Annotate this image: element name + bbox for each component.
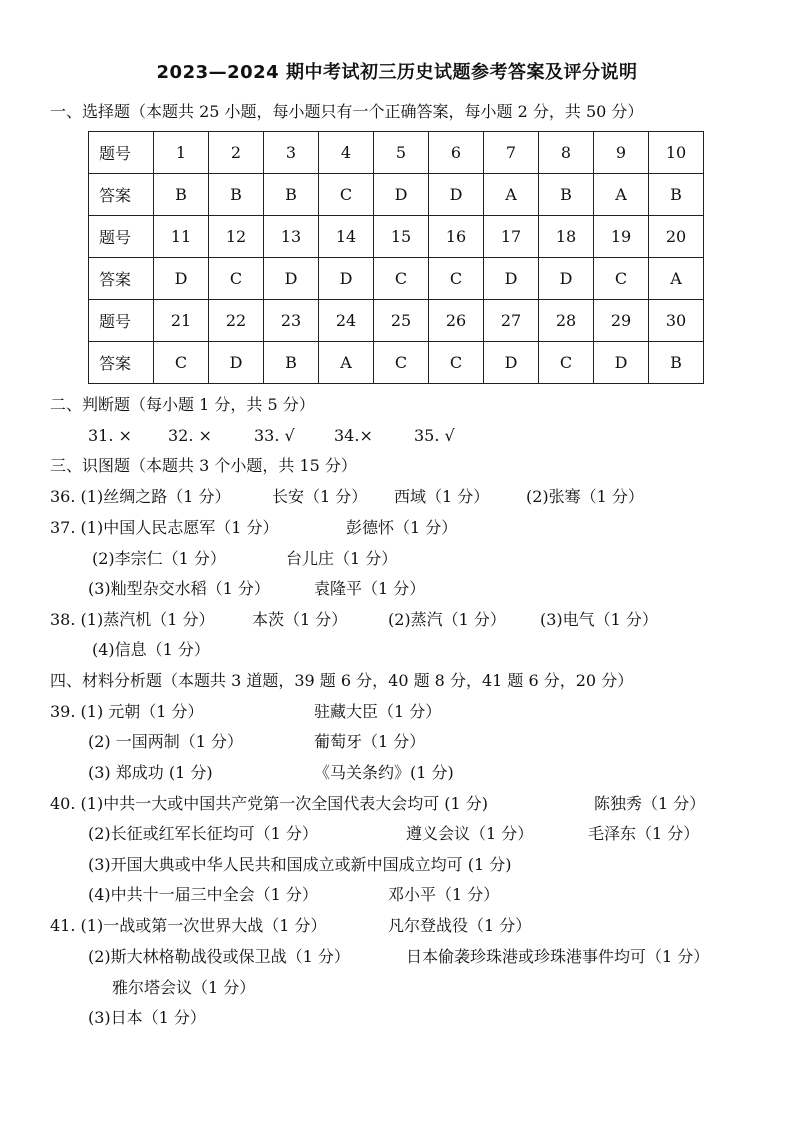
q36-part4: (2)张骞（1 分） <box>526 487 644 506</box>
q39-part2: 驻藏大臣（1 分） <box>314 702 442 721</box>
q36-part1: 36. (1)丝绸之路（1 分） <box>50 487 231 506</box>
section2-heading: 二、判断题（每小题 1 分，共 5 分） <box>50 395 315 414</box>
table-row <box>89 258 704 300</box>
table-cell: D <box>484 258 539 300</box>
q39-line3 <box>88 763 454 783</box>
table-cell: B <box>264 174 319 216</box>
table-cell: 21 <box>154 300 209 342</box>
q37-line1 <box>50 518 457 538</box>
q40-part5: 毛泽东（1 分） <box>588 824 700 843</box>
q40-part2: 陈独秀（1 分） <box>594 794 706 813</box>
q41-line3: 雅尔塔会议（1 分） <box>112 978 256 997</box>
table-cell: 30 <box>649 300 704 342</box>
table-cell: B <box>649 174 704 216</box>
q40-part7: 邓小平（1 分） <box>388 885 500 904</box>
q40-part4: 遵义会议（1 分） <box>406 824 534 843</box>
table-cell: D <box>429 174 484 216</box>
q37-part4: 台儿庄（1 分） <box>286 549 398 568</box>
q38-line1 <box>50 610 658 630</box>
table-cell: 16 <box>429 216 484 258</box>
table-cell: 24 <box>319 300 374 342</box>
table-cell: 28 <box>539 300 594 342</box>
table-row-label: 题号 <box>89 132 154 174</box>
judgment-answers <box>88 426 455 446</box>
table-cell: C <box>429 342 484 384</box>
q38-part1: 38. (1)蒸汽机（1 分） <box>50 610 215 629</box>
table-cell: 27 <box>484 300 539 342</box>
table-cell: 25 <box>374 300 429 342</box>
q36-part3: 西域（1 分） <box>394 487 490 506</box>
table-cell: 12 <box>209 216 264 258</box>
q40-line2 <box>88 824 699 844</box>
q40-part1: 40. (1)中共一大或中国共产党第一次全国代表大会均可 (1 分) <box>50 794 489 813</box>
table-cell: C <box>154 342 209 384</box>
table-row <box>89 300 704 342</box>
table-cell: 20 <box>649 216 704 258</box>
q37-part3: (2)李宗仁（1 分） <box>92 549 226 568</box>
table-cell: D <box>594 342 649 384</box>
q37-part5: (3)籼型杂交水稻（1 分） <box>88 579 270 598</box>
table-cell: 8 <box>539 132 594 174</box>
table-row <box>89 342 704 384</box>
table-cell: B <box>264 342 319 384</box>
q41-part4: 日本偷袭珍珠港或珍珠港事件均可（1 分） <box>406 947 710 966</box>
table-row-label: 答案 <box>89 342 154 384</box>
q38-part2: 本茨（1 分） <box>252 610 348 629</box>
q41-line4: (3)日本（1 分） <box>88 1008 206 1027</box>
table-cell: D <box>209 342 264 384</box>
table-row-label: 答案 <box>89 174 154 216</box>
table-cell: 4 <box>319 132 374 174</box>
q39-part6: 《马关条约》(1 分) <box>314 763 454 782</box>
table-cell: 22 <box>209 300 264 342</box>
q36-part2: 长安（1 分） <box>272 487 368 506</box>
table-cell: 29 <box>594 300 649 342</box>
table-cell: D <box>154 258 209 300</box>
table-cell: 15 <box>374 216 429 258</box>
table-cell: D <box>539 258 594 300</box>
table-cell: B <box>539 174 594 216</box>
answer-35: 35. √ <box>414 426 455 445</box>
q40-line1 <box>50 794 705 814</box>
q39-line1 <box>50 702 441 722</box>
answer-table <box>88 131 704 384</box>
table-cell: 3 <box>264 132 319 174</box>
table-cell: C <box>374 258 429 300</box>
table-cell: A <box>484 174 539 216</box>
answer-34: 34.× <box>334 426 373 445</box>
table-cell: D <box>374 174 429 216</box>
q38-part4: (3)电气（1 分） <box>540 610 658 629</box>
table-cell: 1 <box>154 132 209 174</box>
q41-line1 <box>50 916 531 936</box>
q38-line2: (4)信息（1 分） <box>92 640 210 659</box>
table-cell: 19 <box>594 216 649 258</box>
table-cell: 18 <box>539 216 594 258</box>
table-cell: 2 <box>209 132 264 174</box>
table-cell: A <box>649 258 704 300</box>
section4-heading: 四、材料分析题（本题共 3 道题，39 题 6 分，40 题 8 分，41 题 6 分，20 分） <box>50 671 634 690</box>
q40-line4 <box>88 885 499 905</box>
q37-part6: 袁隆平（1 分） <box>314 579 426 598</box>
table-cell: A <box>594 174 649 216</box>
q39-part5: (3) 郑成功 (1 分) <box>88 763 213 782</box>
q39-part3: (2) 一国两制（1 分） <box>88 732 244 751</box>
table-cell: C <box>594 258 649 300</box>
table-cell: 13 <box>264 216 319 258</box>
table-cell: A <box>319 342 374 384</box>
table-row-label: 题号 <box>89 300 154 342</box>
table-cell: 6 <box>429 132 484 174</box>
q40-part3: (2)长征或红军长征均可（1 分） <box>88 824 318 843</box>
table-cell: B <box>154 174 209 216</box>
table-row-label: 答案 <box>89 258 154 300</box>
table-cell: 7 <box>484 132 539 174</box>
table-cell: 10 <box>649 132 704 174</box>
table-cell: C <box>209 258 264 300</box>
q39-part1: 39. (1) 元朝（1 分） <box>50 702 204 721</box>
table-cell: B <box>649 342 704 384</box>
table-cell: D <box>264 258 319 300</box>
answer-32: 32. × <box>168 426 212 445</box>
answer-31: 31. × <box>88 426 132 445</box>
table-row <box>89 132 704 174</box>
q40-part6: (4)中共十一届三中全会（1 分） <box>88 885 318 904</box>
table-cell: D <box>319 258 374 300</box>
q41-part1: 41. (1)一战或第一次世界大战（1 分） <box>50 916 327 935</box>
q36-line <box>50 487 644 507</box>
table-cell: 23 <box>264 300 319 342</box>
table-cell: 5 <box>374 132 429 174</box>
table-cell: C <box>539 342 594 384</box>
table-row <box>89 216 704 258</box>
q37-line2 <box>92 549 397 569</box>
q41-line2 <box>88 947 709 967</box>
q37-part2: 彭德怀（1 分） <box>346 518 458 537</box>
table-cell: 14 <box>319 216 374 258</box>
q39-line2 <box>88 732 425 752</box>
table-row-label: 题号 <box>89 216 154 258</box>
q37-line3 <box>88 579 425 599</box>
table-cell: 26 <box>429 300 484 342</box>
table-cell: C <box>429 258 484 300</box>
q41-part3: (2)斯大林格勒战役或保卫战（1 分） <box>88 947 350 966</box>
q39-part4: 葡萄牙（1 分） <box>314 732 426 751</box>
q38-part3: (2)蒸汽（1 分） <box>388 610 506 629</box>
q41-part2: 凡尔登战役（1 分） <box>388 916 532 935</box>
table-cell: B <box>209 174 264 216</box>
answer-33: 33. √ <box>254 426 295 445</box>
section1-heading: 一、选择题（本题共 25 小题，每小题只有一个正确答案，每小题 2 分，共 50 分） <box>50 102 644 121</box>
table-cell: D <box>484 342 539 384</box>
table-row <box>89 174 704 216</box>
q37-part1: 37. (1)中国人民志愿军（1 分） <box>50 518 279 537</box>
table-cell: 17 <box>484 216 539 258</box>
table-cell: C <box>319 174 374 216</box>
table-cell: C <box>374 342 429 384</box>
page-title: 2023—2024 期中考试初三历史试题参考答案及评分说明 <box>156 62 638 83</box>
section3-heading: 三、识图题（本题共 3 个小题，共 15 分） <box>50 456 357 475</box>
table-cell: 9 <box>594 132 649 174</box>
q40-line3: (3)开国大典或中华人民共和国成立或新中国成立均可 (1 分) <box>88 855 512 874</box>
table-cell: 11 <box>154 216 209 258</box>
